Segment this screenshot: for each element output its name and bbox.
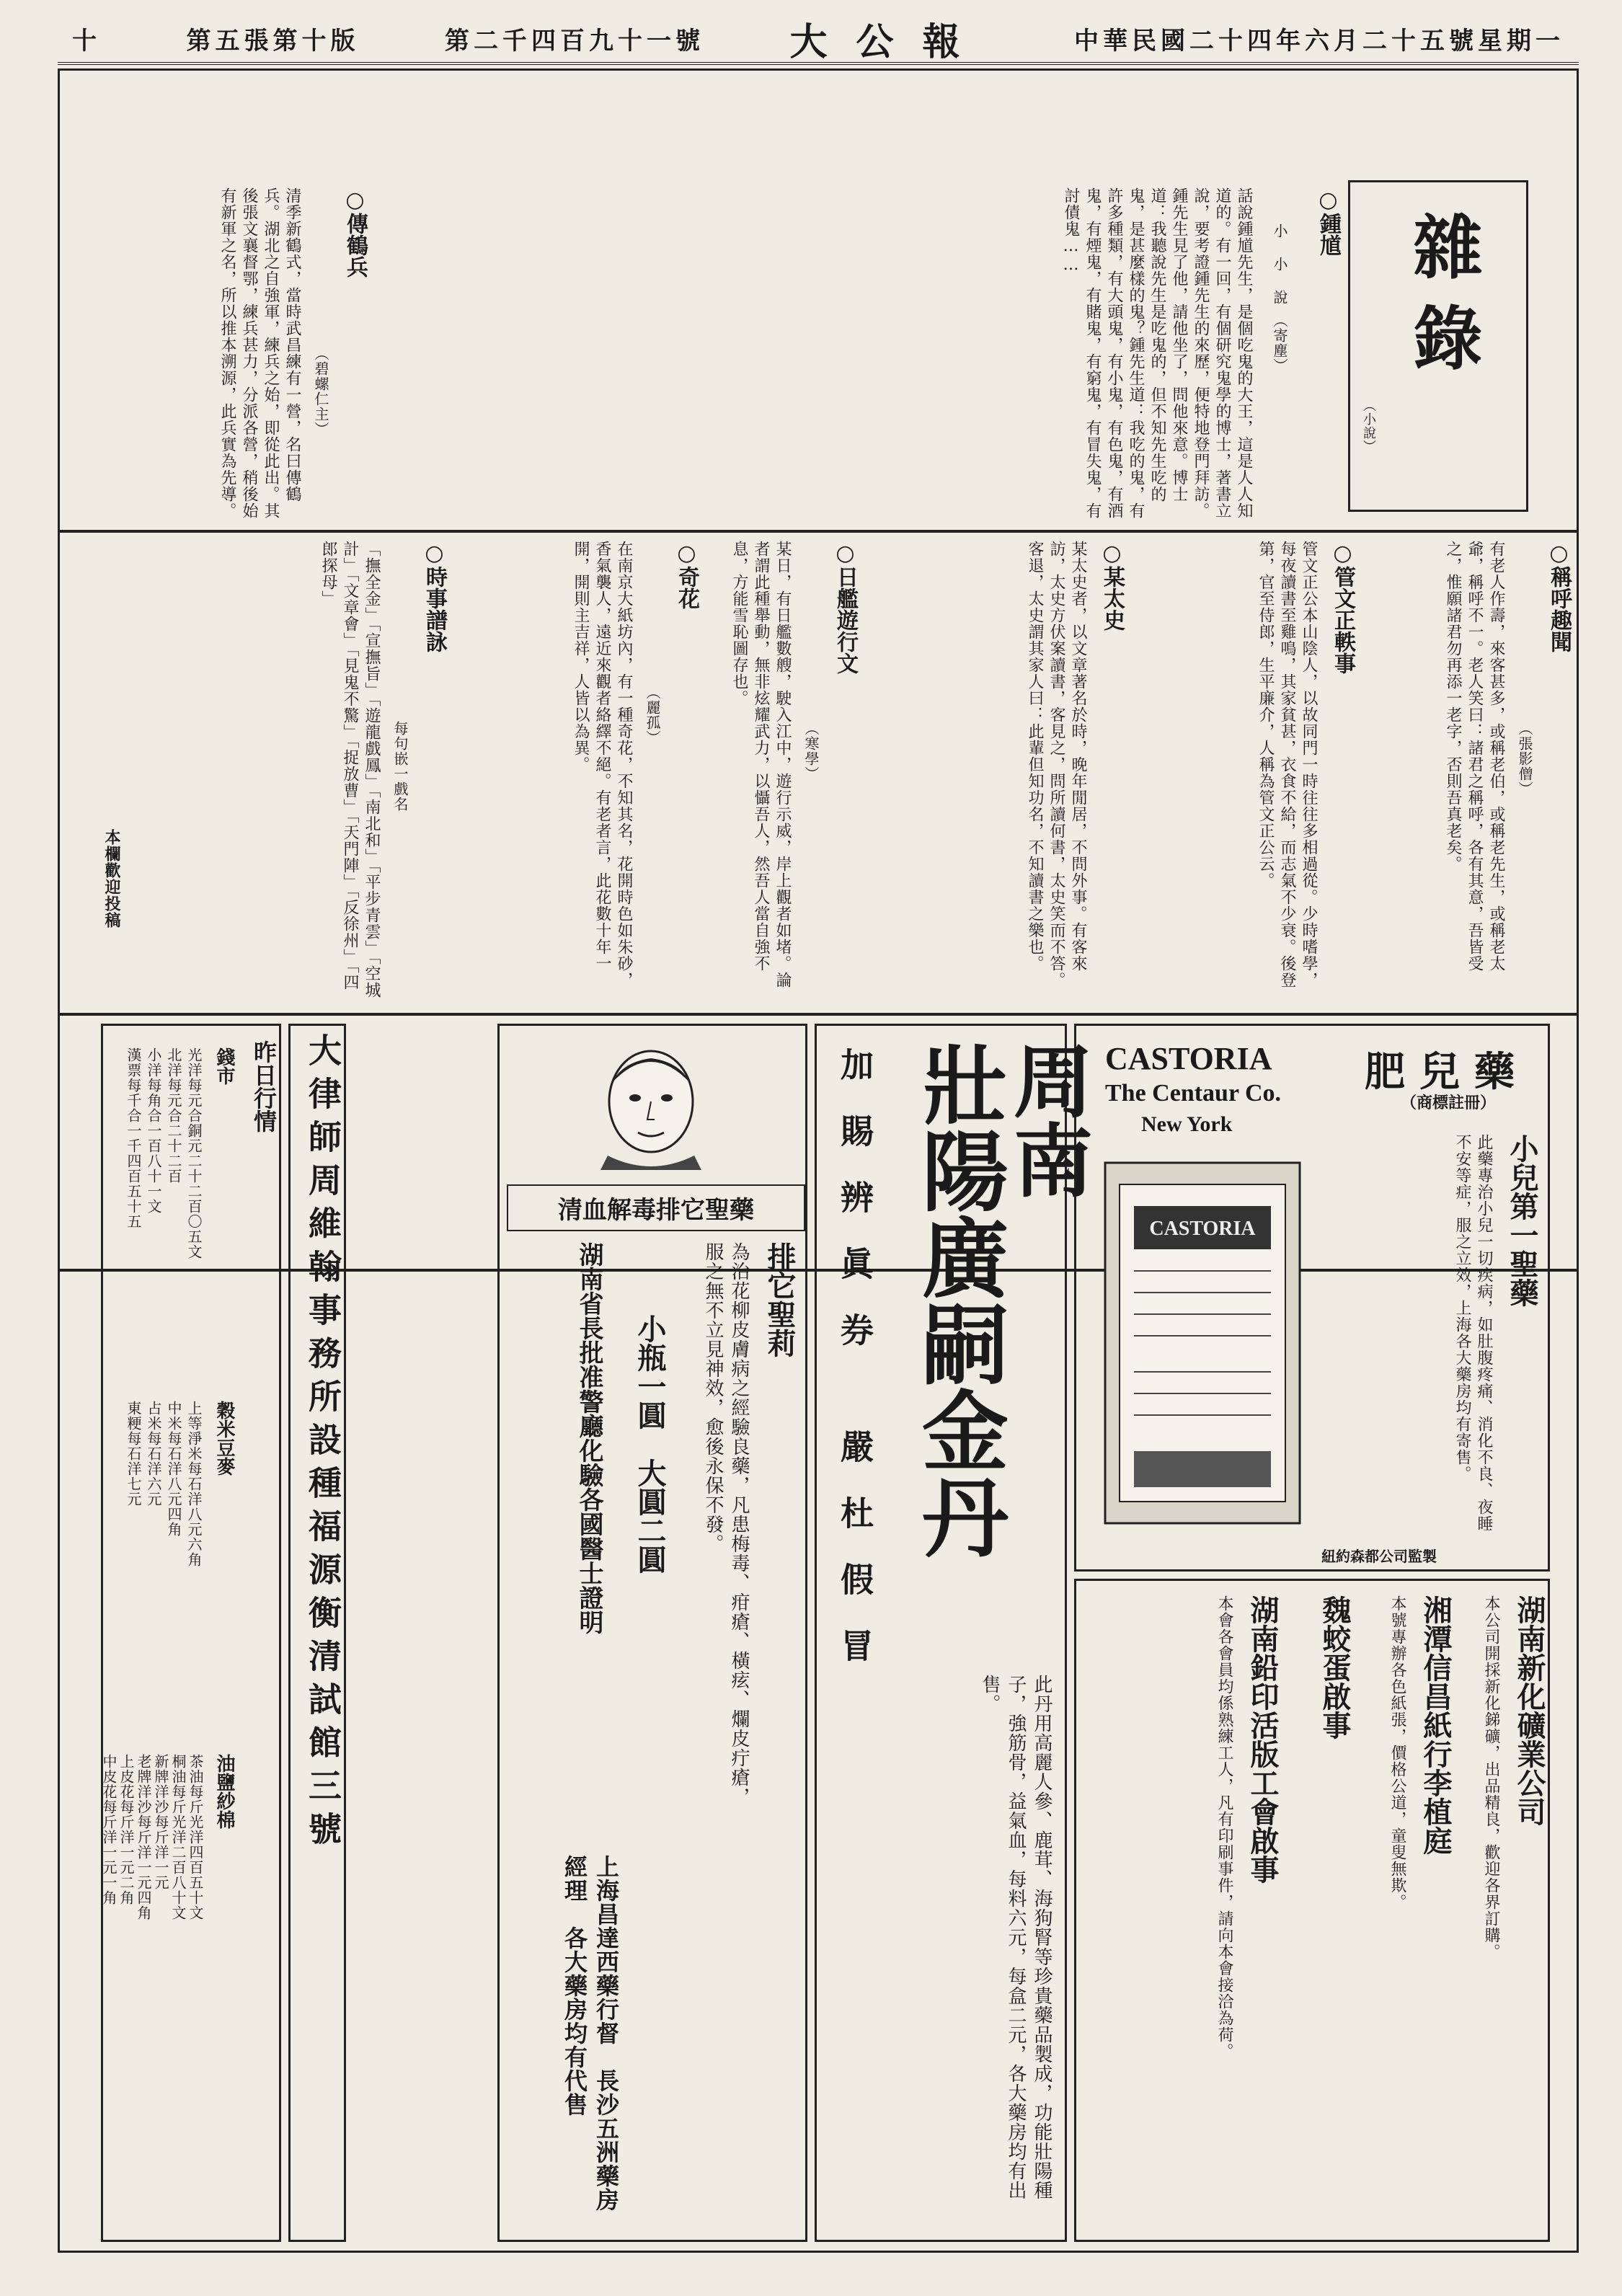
zhounan-product-name: 壯陽廣嗣金丹 xyxy=(908,1040,1009,1559)
zhongkui-title: ○鍾馗 xyxy=(1316,187,1341,256)
date-line: 中華民國二十四年六月二十五號星期一 xyxy=(1073,26,1564,56)
castoria-bottle-image xyxy=(1098,1156,1307,1530)
castoria-cn-note: （商標註冊） xyxy=(1401,1094,1497,1112)
grain-row: 上等淨米每石洋八元六角 xyxy=(185,1401,203,1567)
oil-rows xyxy=(100,1754,204,2215)
riji-body: 某日，有日艦數艘，駛入江中，遊行示威，岸上觀者如堵。論者謂此種舉動，無非炫耀武力，以懾吾人，然吾人當自強不息，方能雪恥圖存也。 xyxy=(730,541,792,988)
castoria-cn-name: 肥兒藥 xyxy=(1365,1050,1529,1095)
money-row: 漢票每千合一千四百五十五 xyxy=(125,1047,142,1229)
market-section xyxy=(101,1024,281,2242)
castoria-body: 此藥專治小兒一切疾病，如肚腹疼痛、消化不良、夜睡不安等症，服之立效，上海各大藥房均有寄售。 xyxy=(1453,1134,1493,1532)
printing-body: 本會各會員均係熟練工人，凡有印刷事件，請向本會接洽為荷。 xyxy=(1215,1595,1233,2060)
paper-name: 大公報 xyxy=(789,19,989,64)
masthead-subtitle: （小說） xyxy=(1361,399,1376,453)
masthead-box xyxy=(1348,180,1528,512)
guanwen-body: 管文正公本山陰人，以故同門一時往往多相過從。少時嗜學，每夜讀書至雞鳴，其家貧甚，衣食不給，而志氣不少衰。後登第，官至侍郎，生平廉介，人稱為管文正公云。 xyxy=(1257,541,1318,988)
masthead-title: 雜錄 xyxy=(1402,211,1484,393)
qingxue-price: 小瓶一圓 大圓二圓 xyxy=(633,1314,667,1574)
zhounan-body: 此丹用高麗人參、鹿茸、海狗腎等珍貴藥品製成，功能壯陽種子，強筋骨，益氣血，每料六元，每盒二元，各大藥房均有出售。 xyxy=(979,1675,1052,2200)
riji-title: ○日艦遊行文 xyxy=(833,541,858,674)
grain-row: 占米每石洋六元 xyxy=(145,1401,162,1507)
oil-row: 桐油每斤光洋二百八十文 xyxy=(169,1754,187,1920)
oil-row: 茶油每斤光洋四百五十文 xyxy=(187,1754,204,1920)
xinhua-title: 湖南新化礦業公司 xyxy=(1512,1595,1546,1826)
zhongkui-body: 話說鍾馗先生，是個吃鬼的大王，這是人人知道的。有一回，有個研究鬼學的博士，著書立說，要考證鍾先生的來歷，便特地登門拜訪。鍾先生見了他，請他坐了，問他來意。博士道：我聽說先生是吃鬼的，但不知先生吃的鬼，是甚麼樣的鬼？鍾先生道：我吃的鬼，有許多種類，有大頭鬼，有小鬼，有色鬼，有酒鬼，有煙鬼，有賭鬼，有窮鬼，有冒失鬼，有討債鬼…… xyxy=(1062,187,1253,519)
oil-row: 中皮花每斤洋一元一角 xyxy=(100,1754,118,1905)
qingxue-approval: 湖南省長批准警廳化驗各國醫士證明 xyxy=(575,1242,603,1634)
market-title: 昨日行情 xyxy=(250,1040,278,1133)
qihua-body: 在南京大紙坊內，有一種奇花，不知其名，花開時色如朱砂，香氣襲人，遠近來觀者絡繹不絕。有老者言，此花數十年一開，開則主吉祥，人皆以為異。 xyxy=(572,541,633,988)
oil-row: 老牌洋沙每斤洋一元四角 xyxy=(135,1754,152,1920)
oil-label: 油鹽紗棉 xyxy=(213,1754,235,1829)
zhounan-ad xyxy=(815,1024,1094,2242)
qingxue-body: 為治花柳皮膚病之經驗良藥，凡患梅毒、疳瘡、橫痃、爛皮疔瘡，服之無不立見神效，愈後永保不發。 xyxy=(702,1242,750,1807)
oil-row: 上皮花每斤洋一元二角 xyxy=(118,1754,135,1905)
zhounan-warning: 嚴 杜 假 冒 xyxy=(836,1430,874,1662)
castoria-footer: 紐約森都公司監製 xyxy=(1321,1549,1437,1565)
printing-title: 湖南鉛印活版工會啟事 xyxy=(1246,1595,1280,1884)
grain-row: 東粳每石洋七元 xyxy=(125,1401,142,1507)
lawyer-title: 大律師周維翰事務所設種福源衡清試館三號 xyxy=(303,1033,342,1855)
page-label: 第五張第十版 xyxy=(186,26,360,56)
zhounan-brand: 周南 xyxy=(1001,1040,1094,1199)
qingxue-product: 排它聖莉 xyxy=(763,1242,797,1357)
xiangtan-title: 湘潭信昌紙行李植庭 xyxy=(1419,1595,1453,1855)
tier-divider-1 xyxy=(58,530,1579,533)
qingxue-seller: 上海昌達西藥行督 長沙五洲藥房經理 各大藥房均有代售 xyxy=(561,1855,620,2212)
castoria-slogan: 小兒第一聖藥 xyxy=(1505,1134,1539,1307)
guanwen-title: ○管文正軼事 xyxy=(1330,541,1355,674)
qingxue-title-banner: 清血解毒排它聖藥 xyxy=(507,1184,805,1231)
moutaishi-body: 某太史者，以文章著名於時，晚年閒居，不問外事。有客來訪，太史方伏案讀書，客見之，問所讀何書，太史笑而不答。客退，太史謂其家人曰：此輩但知功名，不知讀書之樂也。 xyxy=(1026,541,1087,988)
shizhong-byline: 每句嵌一戲名 xyxy=(391,721,409,812)
bottom-right-ads xyxy=(1074,1579,1550,2242)
oil-row: 新牌洋沙每斤洋一元 xyxy=(152,1754,169,1890)
moutaishi-title: ○某太史 xyxy=(1099,541,1125,631)
qingxue-ad xyxy=(497,1024,807,2242)
issue-number: 第二千四百九十一號 xyxy=(444,26,704,56)
zhounan-tagline: 加 賜 辨 眞 券 xyxy=(836,1047,874,1346)
chuanshouzhao-body: 清季新鶴式，當時武昌練有一營，名曰傳鶴兵。湖北之自強軍，練兵之始，即從此出。其後張文襄督鄂，練兵甚力，分派各營，稍後始有新軍之名，所以推本溯源，此兵實為先導。 xyxy=(218,187,301,519)
qihua-title: ○奇花 xyxy=(674,541,699,609)
lawyer-ad xyxy=(288,1024,346,2242)
chuanshouzhao-title: ○傳鶴兵 xyxy=(342,187,368,278)
chuanshouzhao-byline: （碧螺仁主） xyxy=(312,346,329,437)
bottle-label: CASTORIA xyxy=(1149,1218,1256,1240)
castoria-maker: The Centaur Co. xyxy=(1105,1080,1281,1107)
money-row: 北洋每元合二十二百 xyxy=(165,1047,182,1184)
xinhua-body: 本公司開採新化銻礦，出品精良，歡迎各界訂購。 xyxy=(1482,1595,1500,1960)
money-row: 光洋每元合銅元二十二百〇五文 xyxy=(185,1047,203,1259)
chengwei-body: 有老人作壽，來客甚多，或稱老伯，或稱老先生，或稱老太爺，稱呼不一。老人笑曰：諸君之稱呼，各有其意，吾皆受之，惟願諸君勿再添一老字，否則吾真老矣。 xyxy=(1444,541,1505,972)
xiangtan-body: 本號專辦各色紙張，價格公道，童叟無欺。 xyxy=(1388,1595,1406,1910)
jiaojing-title: 魏蛟蛋啟事 xyxy=(1318,1595,1352,1739)
man-portrait-image xyxy=(579,1040,723,1170)
money-rows xyxy=(118,1047,204,1365)
page-number: 十 xyxy=(72,26,101,56)
chengwei-byline: （張影僧） xyxy=(1516,721,1533,797)
riji-byline: （寒學） xyxy=(802,721,820,781)
castoria-brand: CASTORIA xyxy=(1105,1041,1272,1076)
qihua-byline: （麗孤） xyxy=(644,685,661,745)
castoria-ad xyxy=(1074,1024,1550,1572)
grain-row: 中米每石洋八元四角 xyxy=(165,1401,182,1537)
castoria-city: New York xyxy=(1141,1112,1233,1136)
submission-note: 本欄歡迎投稿 xyxy=(102,829,121,928)
zhongkui-byline: 小 小 說 （寄塵） xyxy=(1271,223,1288,373)
grain-label: 穀米豆麥 xyxy=(213,1401,235,1476)
money-row: 小洋每角合一百八十一文 xyxy=(145,1047,162,1214)
shizhong-title: ○時事譜詠 xyxy=(422,541,447,652)
grain-rows xyxy=(118,1401,204,1718)
tier-divider-2 xyxy=(58,1013,1579,1016)
shizhong-body: 「撫全金」「宣撫旨」「遊龍戲鳳」「南北和」「平步青雲」「空城計」「文章會」「見鬼不驚」「捉放曹」「天門陣」「反徐州」「四郎探母」 xyxy=(319,541,381,998)
chengwei-title: ○稱呼趣聞 xyxy=(1546,541,1572,652)
newspaper-header xyxy=(58,14,1579,65)
money-label: 錢市 xyxy=(213,1047,235,1085)
